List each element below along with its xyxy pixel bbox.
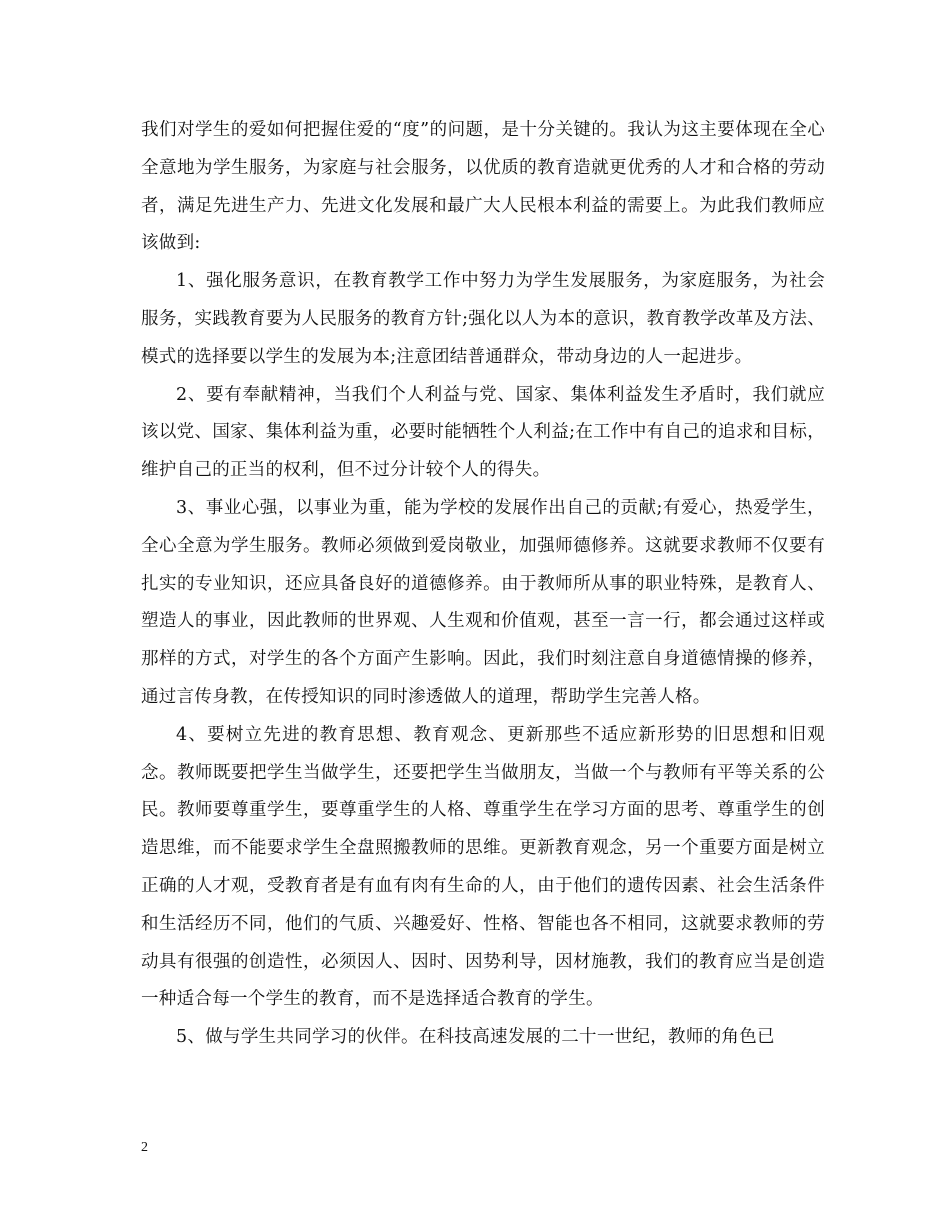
paragraph-item-5: 5、做与学生共同学习的伙伴。在科技高速发展的二十一世纪，教师的角色已 (176, 1027, 775, 1048)
paragraph-item-2: 2、要有奉献精神，当我们个人利益与党、国家、集体利益发生矛盾时，我们就应该以党、国家、集体利益为重，必要时能牺牲个人利益;在工作中有自己的追求和目标，维护自己的正当的权利，但不过分计较个人的得失。 (141, 384, 825, 481)
paragraph-item-1: 1、强化服务意识，在教育教学工作中努力为学生发展服务，为家庭服务，为社会服务，实践教育要为人民服务的教育方针;强化以人为本的意识，教育教学改革及方法、模式的选择要以学生的发展为本;注意团结普通群众，带动身边的人一起进步。 (141, 271, 825, 367)
paragraph-item-4: 4、要树立先进的教育思想、教育观念、更新那些不适应新形势的旧思想和旧观念。教师既要把学生当做学生，还要把学生当做朋友，当做一个与教师有平等关系的公民。教师要尊重学生，要尊重学生的人格、尊重学生在学习方面的思考、尊重学生的创造思维，而不能要求学生全盘照搬教师的思维。更新教育观念，另一个重要方面是树立正确的人才观，受教育者是有血有肉有生命的人，由于他们的遗传因素、社会生活条件和生活经历不同，他们的气质、兴趣爱好、性格、智能也各不相同，这就要求教师的劳动具有很强的创造性，必须因人、因时、因势利导，因材施教，我们的教育应当是创造一种适合每一个学生的教育，而不是选择适合教育的学生。 (141, 724, 825, 1010)
document-body (141, 112, 825, 1057)
page-number: 2 (141, 1140, 148, 1155)
paragraph-item-3: 3、事业心强，以事业为重，能为学校的发展作出自己的贡献;有爱心，热爱学生，全心全意为学生服务。教师必须做到爱岗敬业，加强师德修养。这就要求教师不仅要有扎实的专业知识，还应具备良好的道德修养。由于教师所从事的职业特殊，是教育人、塑造人的事业，因此教师的世界观、人生观和价值观，甚至一言一行，都会通过这样或那样的方式，对学生的各个方面产生影响。因此，我们时刻注意自身道德情操的修养，通过言传身教，在传授知识的同时渗透做人的道理，帮助学生完善人格。 (141, 497, 825, 707)
paragraph-intro: 我们对学生的爱如何把握住爱的“度”的问题，是十分关键的。我认为这主要体现在全心全意地为学生服务，为家庭与社会服务，以优质的教育造就更优秀的人才和合格的劳动者，满足先进生产力、先进文化发展和最广大人民根本利益的需要上。为此我们教师应该做到: (141, 120, 825, 254)
